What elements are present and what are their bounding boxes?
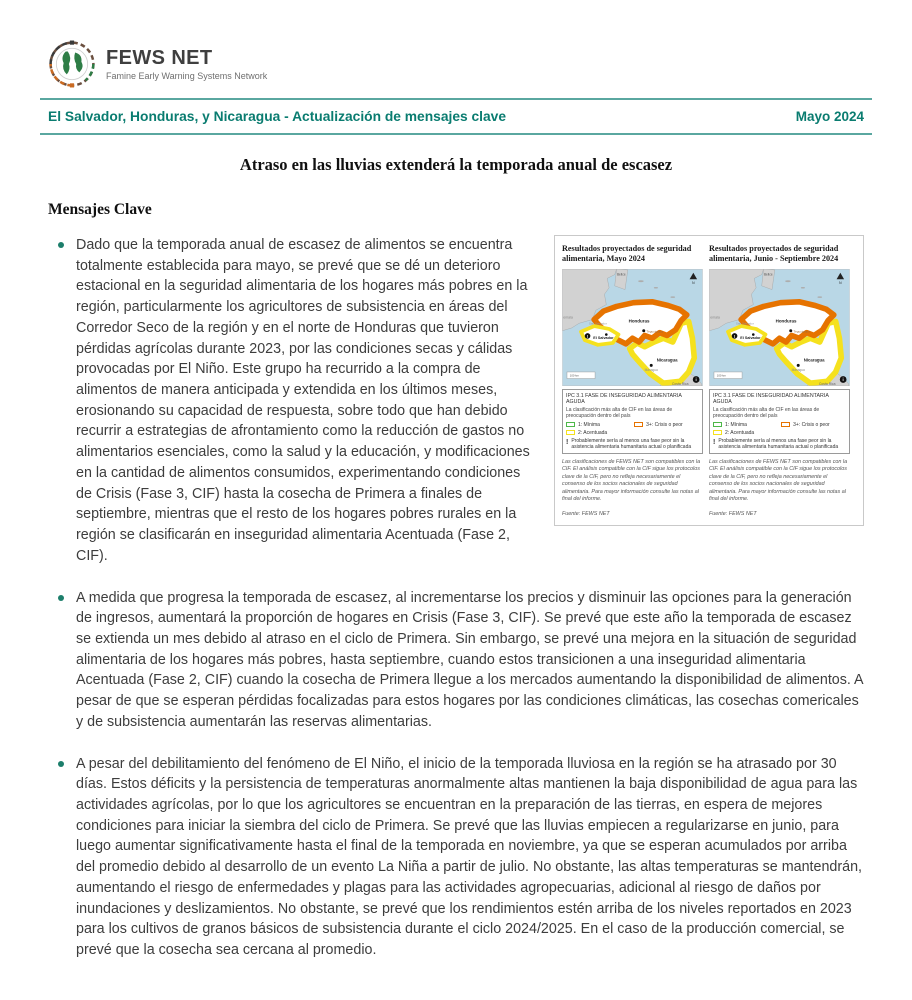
divider-bottom [40, 133, 872, 135]
legend-label-minimal: 1: Mínima [725, 421, 747, 428]
legend-exclamation-note: Probablemente sería al menos una fase peor sin la asistencia alimentaria humanitaria actual o planificada [718, 438, 839, 451]
key-message-1: Dado que la temporada anual de escasez de alimentos se encuentra totalmente establecida para mayo, se prevé que se dé un deterioro estacional en la seguridad alimentaria de los hogares más pobres en la región, particularmente los agricultores de subsistencia en áreas del Corredor Seco de la región y en el norte de Honduras que tuvieron pérdidas agrícolas durante 2023, por las condiciones secas y cálidas provocadas por El Niño. Este grupo ha recurrido a la compra de alimentos de manera anticipada y extendida en los últimos meses, erosionando su capacidad de respuesta, sobre todo que han debido recurrir a estrategias de afrontamiento como la reducción de gastos no alimentarios esenciales, como la salud y la educación, y modificaciones en la cantidad de alimentos consumidos, experimentando condiciones de Crisis (Fase 3, CIF) hasta la cosecha de Primera a finales de septiembre, mientras que el resto de los hogares pobres rurales en la región se clasificarán en inseguridad alimentaria Acentuada (Fase 2, CIF). [76, 235, 864, 567]
legend-subtitle: La clasificación más alta de CIF en las áreas de preocupación dentro del país [566, 406, 673, 419]
section-heading: Mensajes Clave [48, 201, 152, 218]
legend-title: IPC 3.1 FASE DE INSEGURIDAD ALIMENTARIA AGUDA [566, 393, 682, 405]
legend-exclamation-note: Probablemente sería al menos una fase peor sin la asistencia alimentaria humanitaria actual o planificada [571, 438, 692, 451]
brand-text [106, 47, 267, 81]
legend-label-crisis: 3+: Crisis o peor [646, 421, 683, 428]
report-region-title: El Salvador, Honduras, y Nicaragua - Actualización de mensajes clave [48, 109, 507, 124]
brand-name: FEWS NET [106, 47, 213, 69]
map-title-june-september: Resultados proyectados de seguridad alimentaria, Junio - Septiembre 2024 [709, 244, 839, 264]
report-body [0, 201, 912, 982]
legend-label-crisis: 3+: Crisis o peor [793, 421, 830, 428]
key-message-2: A medida que progresa la temporada de escasez, al incrementarse los precios y disminuir las opciones para la generación de ingresos, aumentará la proporción de hogares en Crisis (Fase 3, CIF). Se prevé que este año la temporada de escasez se extienda un mes debido al atraso en el ciclo de Primera. Sin embargo, se prevé una mejora en la situación de seguridad alimentaria de los hogares más pobres, hasta septiembre, cuando estos transicionen a una inseguridad alimentaria Acentuada (Fase 2, CIF) cuando la cosecha de Primera llegue a los mercados aumentando la disponibilidad de alimentos. A pesar de que se esperan pérdidas focalizadas para estos hogares por las condiciones climáticas, las cosechas comericales y de subsistencia aumentarán las reservas alimentarias. [76, 588, 864, 733]
map-source: Fuente: FEWS NET [709, 510, 757, 517]
map-footnote: Las clasificaciones de FEWS NET son compatibles con la CIF. El análisis compatible con la CIF sigue los protocolos clave de la CIF, pero no refleja necesariamente el consenso de los socios nacionales de seguridad alimentaria. Para mayor información consulte las notas al final del informe. [562, 458, 701, 503]
map-title-may: Resultados proyectados de seguridad alimentaria, Mayo 2024 [562, 244, 692, 264]
fewsnet-logo-icon [48, 40, 96, 88]
legend-title: IPC 3.1 FASE DE INSEGURIDAD ALIMENTARIA AGUDA [713, 393, 829, 405]
report-titlebar [0, 100, 912, 133]
legend-label-stressed: 2: Acentuada [578, 429, 608, 436]
report-date: Mayo 2024 [795, 109, 864, 124]
legend-label-minimal: 1: Mínima [578, 421, 600, 428]
report-headline: Atraso en las lluvias extenderá la temporada anual de escasez [239, 155, 673, 174]
brand-header [0, 40, 912, 88]
key-messages-list [48, 235, 864, 961]
brand-tagline: Famine Early Warning Systems Network [106, 71, 268, 81]
exclamation-icon: ! [713, 439, 716, 446]
exclamation-icon: ! [566, 439, 569, 446]
legend-subtitle: La clasificación más alta de CIF en las áreas de preocupación dentro del país [713, 406, 820, 419]
key-message-3: A pesar del debilitamiento del fenómeno de El Niño, el inicio de la temporada lluviosa en la región se ha atrasado por 30 días. Estos déficits y la persistencia de temperaturas anormalmente altas mantienen la baja disponibilidad de agua para las actividades agrícolas, por lo que los agricultores se encuentran en la preparación de las tierras, en espera de mejores condiciones para iniciar la siembra del ciclo de Primera. Se prevé que las lluvias empiecen a regularizarse en junio, para luego aumentar significativamente hasta el final de la temporada en noviembre, ya que se esperan acumulados por arriba del promedio debido al desarrollo de un evento La Niña a partir de julio. No obstante, las altas temperaturas se mantendrán, aumentando el riesgo de enfermedades y plagas para las actividades agropecuarias, adicional al riesgo de daños por inundaciones y deslizamientos. No obstante, se prevé que los rendimientos estén arriba de los niveles reportados en 2023 para los cultivos de granos básicos de subsistencia durante el ciclo 2024/2025. En el caso de la producción comercial, se prevé que la cosecha sea cercana al promedio. [76, 754, 864, 961]
legend-label-stressed: 2: Acentuada [725, 429, 755, 436]
map-footnote: Las clasificaciones de FEWS NET son compatibles con la CIF. El análisis compatible con la CIF sigue los protocolos clave de la CIF, pero no refleja necesariamente el consenso de los socios nacionales de seguridad alimentaria. Para mayor información consulte las notas al final del informe. [709, 458, 848, 503]
map-source: Fuente: FEWS NET [562, 510, 610, 517]
